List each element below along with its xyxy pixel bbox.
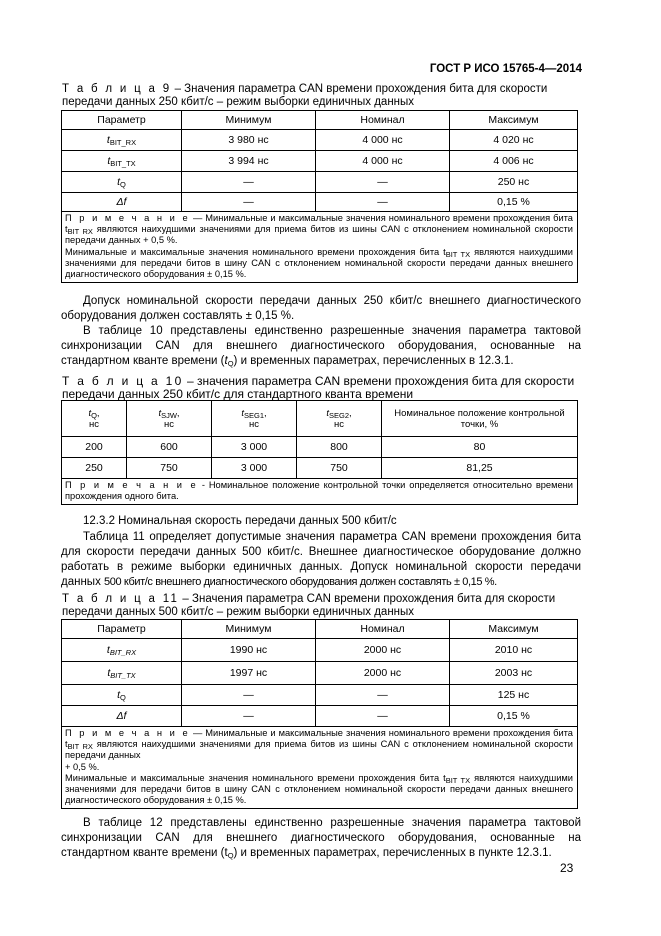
max-cell: 250 нс (450, 172, 578, 193)
nom-cell: 4 000 нс (316, 151, 450, 172)
max-cell: 0,15 % (450, 706, 578, 727)
nom-cell: 4 000 нс (316, 130, 450, 151)
min-cell: — (182, 706, 316, 727)
table9-caption (62, 83, 582, 109)
table9 (61, 110, 578, 283)
table-row (62, 662, 578, 685)
param-cell: $t_{BIT\_TX}$ (62, 151, 182, 172)
nom-cell: 2000 нс (316, 639, 450, 662)
table9-header: Номинал (316, 111, 450, 130)
table10-caption-prefix: Т а б л и ц а 10 (62, 374, 184, 388)
table-row (62, 437, 578, 458)
table-row (62, 639, 578, 662)
table11-header: Параметр (62, 620, 182, 639)
paragraph: Допуск номинальной скорости передачи данных 250 кбит/с внешнего диагностического оборудования должен составлять ± 0,15 %. (61, 295, 581, 322)
table-cell: 250 (62, 458, 127, 479)
min-cell: — (182, 193, 316, 212)
nom-cell: 2000 нс (316, 662, 450, 685)
param-cell: $t_{BIT\_TX}$ (62, 662, 182, 685)
table11-caption (62, 593, 582, 619)
param-cell: $t_{BIT\_RX}$ (62, 130, 182, 151)
table9-caption-prefix: Т а б л и ц а 9 (62, 83, 172, 95)
max-cell: 4 020 нс (450, 130, 578, 151)
table11-note: П р и м е ч а н и е — Минимальные и максимальные значения номинального времени прохождения бита $t_{BIT RX}$ являются наихудшими значениями для приема битов из шины CAN с отклонением номинальной скорости передачи данных + 0,5 %. Минимальные и максимальные значения номинального времени прохождения бита $t_{BIT TX}$ являются наихудшими значениями для передачи битов в шину CAN с отклонением номинальной скорости передачи данных внешнего диагностического оборудования ± 0,15 %. (62, 727, 578, 809)
param-cell: Δf (62, 706, 182, 727)
max-cell: 0,15 % (450, 193, 578, 212)
table9-header: Минимум (182, 111, 316, 130)
table-cell: 3 000 (212, 458, 297, 479)
table10-header: $t_{SEG2}$, нс (297, 401, 382, 437)
nom-cell: — (316, 172, 450, 193)
table-cell: 800 (297, 437, 382, 458)
table10-caption-text: – значения параметра CAN времени прохождения бита для скорости передачи данных 250 кбит/с для стандартного кванта времени (62, 374, 575, 401)
table11-caption-text: – Значения параметра CAN времени прохождения бита для скорости передачи данных 500 кбит/с – режим выборки единичных данных (62, 593, 556, 618)
param-cell: $t_Q$ (62, 172, 182, 193)
page-number: 23 (560, 861, 574, 875)
table-row (62, 458, 578, 479)
table-cell: 750 (297, 458, 382, 479)
max-cell: 4 006 нс (450, 151, 578, 172)
max-cell: 2003 нс (450, 662, 578, 685)
min-cell: 3 994 нс (182, 151, 316, 172)
param-cell: $t_{BIT\_RX}$ (62, 639, 182, 662)
paragraph: Таблица 11 определяет допустимые значения параметра CAN времени прохождения бита для скорости передачи данных 500 кбит/с. Внешнее диагностическое оборудование должно работать в режиме выборки единичных данных. Допуск номинальной скорости передачи данных 500 кбит/с внешнего диагностического оборудования должен составлять ± 0,15 %. (61, 531, 581, 588)
nom-cell: — (316, 685, 450, 706)
table9-caption-text: – Значения параметра CAN времени прохождения бита для скорости передачи данных 250 кбит/с – режим выборки единичных данных (62, 83, 548, 108)
table-row (62, 685, 578, 706)
nom-cell: — (316, 193, 450, 212)
table10-note: П р и м е ч а н и е - Номинальное положение контрольной точки определяется относительно времени прохождения одного бита. (62, 479, 578, 505)
standard-number: ГОСТ Р ИСО 15765-4—2014 (429, 63, 582, 75)
min-cell: 1990 нс (182, 639, 316, 662)
table-cell: 3 000 (212, 437, 297, 458)
table-cell: 600 (127, 437, 212, 458)
table10 (61, 400, 578, 505)
min-cell: — (182, 685, 316, 706)
min-cell: 1997 нс (182, 662, 316, 685)
table11-header: Номинал (316, 620, 450, 639)
param-cell: Δf (62, 193, 182, 212)
param-cell: $t_Q$ (62, 685, 182, 706)
table-cell: 200 (62, 437, 127, 458)
table9-header: Параметр (62, 111, 182, 130)
table-row (62, 193, 578, 212)
table11-header: Минимум (182, 620, 316, 639)
max-cell: 2010 нс (450, 639, 578, 662)
table-row (62, 706, 578, 727)
table-row (62, 172, 578, 193)
table10-header: Номинальное положение контрольной точки, % (382, 401, 578, 437)
min-cell: — (182, 172, 316, 193)
paragraph: В таблице 12 представлены единственно разрешенные значения параметра тактовой синхронизации CAN для внешнего диагностического оборудования, основанные на стандартном кванте времени $(t_Q)$ и временных параметрах, перечисленных в пункте 12.3.1. (61, 817, 581, 860)
table-row (62, 130, 578, 151)
table11-header: Максимум (450, 620, 578, 639)
table9-header: Максимум (450, 111, 578, 130)
max-cell: 125 нс (450, 685, 578, 706)
paragraph: В таблице 10 представлены единственно разрешенные значения параметра тактовой синхронизации CAN для внешнего диагностического оборудования, основанные на стандартном кванте времени $(t_Q)$ и временных параметрах, перечисленных в 12.3.1. (61, 325, 581, 368)
table10-header: $t_{SJW}$, нс (127, 401, 212, 437)
nom-cell: — (316, 706, 450, 727)
table10-header: $t_Q$, нс (62, 401, 127, 437)
table-cell: 81,25 (382, 458, 578, 479)
table10-caption (62, 375, 582, 401)
section-title: 12.3.2 Номинальная скорость передачи данных 500 кбит/с (83, 515, 397, 527)
table-row (62, 151, 578, 172)
table11-caption-prefix: Т а б л и ц а 11 (62, 593, 180, 605)
table9-note: П р и м е ч а н и е — Минимальные и максимальные значения номинального времени прохождения бита $t_{BIT RX}$ являются наихудшими значениями для приема битов из шины CAN с отклонением номинальной скорости передачи данных + 0,5 %. Минимальные и максимальные значения номинального времени прохождения бита $t_{BIT TX}$ являются наихудшими значениями для передачи битов в шину CAN с отклонением номинальной скорости передачи данных внешнего диагностического оборудования ± 0,15 %. (62, 212, 578, 283)
table-cell: 750 (127, 458, 212, 479)
table10-header: $t_{SEG1}$, нс (212, 401, 297, 437)
table11 (61, 619, 578, 809)
min-cell: 3 980 нс (182, 130, 316, 151)
table-cell: 80 (382, 437, 578, 458)
